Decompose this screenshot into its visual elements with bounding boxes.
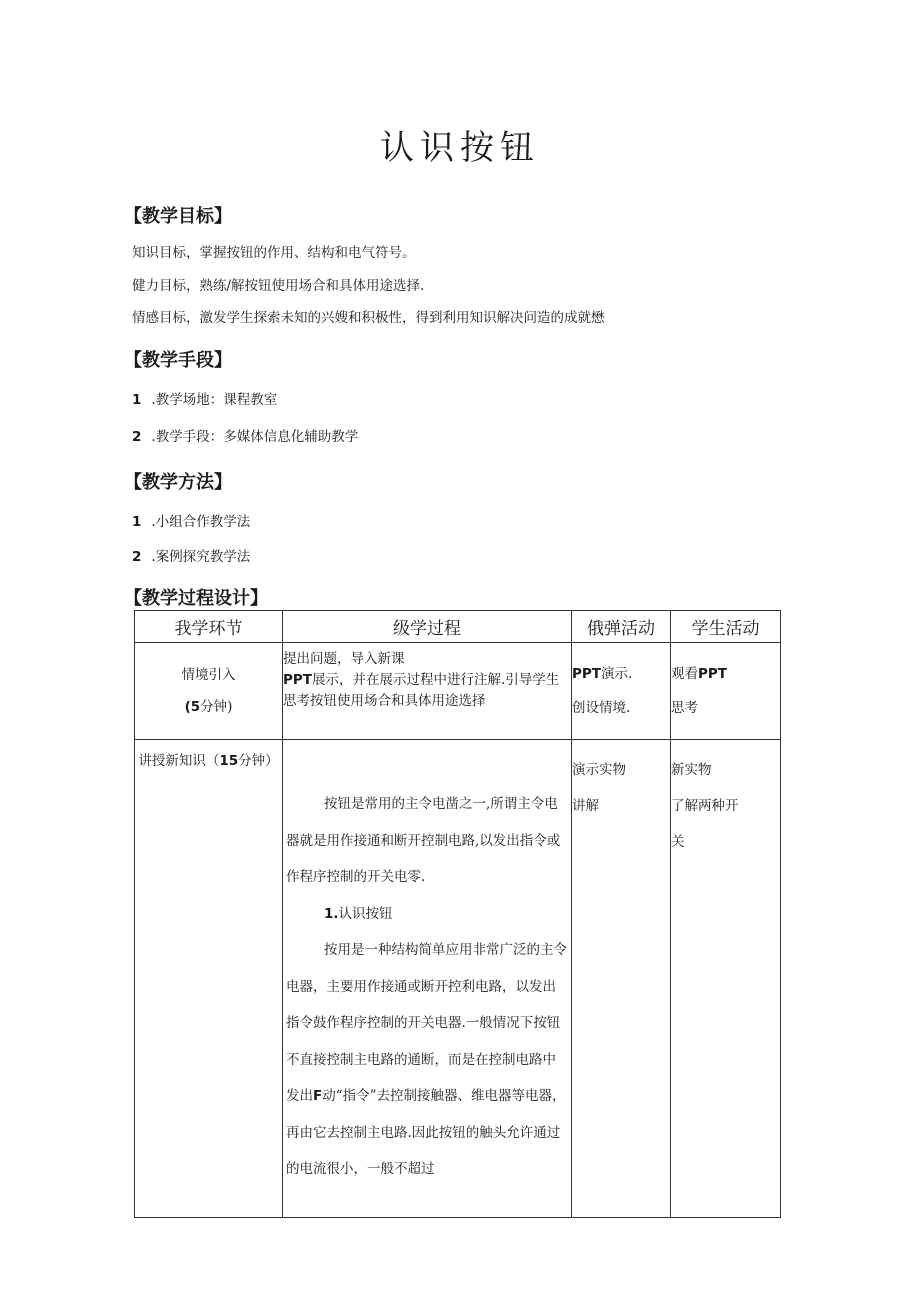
methods-item-1-text: .小组合作教学法 [151,514,251,530]
row2-teacher-line1: 演示实物 [572,762,626,778]
row2-para2-a: 按用是一种结构简单应用非常广泛的主令电器，主要用作接通或断开控利电路，以发出指令鼓作程序控制的开关电器.一般情况下按钮不直接控制主电路的通断，而是在控制电路中发出 [286,942,567,1104]
row2-sub-num: 1. [324,905,339,922]
row2-student-line2: 了解两种开 [671,798,739,814]
row1-duration-num: (5 [184,699,201,715]
table-header-row [135,611,781,643]
row1-duration-text: 分钟) [200,699,233,715]
process-table [134,610,781,1218]
means-item-2-num: 2 [132,429,142,445]
goal-skill: 健力目标，熟练/解按钮使用场合和具体用途选择. [132,278,425,294]
methods-item-2-num: 2 [132,549,142,565]
row2-teacher [572,740,671,1218]
row1-process-line2 [283,670,571,712]
header-teacher-activity: 俄弹活动 [572,611,671,643]
header-process: 级学过程 [283,611,572,643]
means-item-2-text: .教学手段：多媒体信息化辅助教学 [151,429,359,445]
section-heading-means: 【教学手段】 [124,350,232,371]
row2-para2-bold: F [313,1088,323,1104]
row1-stage-label: 情境引入 [181,667,236,683]
page-title: 认识按钮 [380,128,540,168]
methods-item-2 [132,545,250,565]
table-row [135,740,781,1218]
methods-item-1 [132,510,250,530]
section-heading-methods: 【教学方法】 [124,472,232,493]
goal-knowledge: 知识目标，掌握按钮的作用、结构和电气符号。 [132,245,416,261]
row2-student [671,740,781,1218]
row2-sub-title: 认识按钮 [338,905,393,922]
row1-student-line1-text: 观看 [671,666,698,682]
row2-para2 [283,932,571,1188]
row1-student-line1 [671,657,780,691]
row2-para1: 按钮是常用的主令电凿之一,所谓主令电器就是用作接通和断开控制电路,以发出指令或作程序控制的开关电零. [286,796,561,885]
row2-para2-b: 动“指令”去控制接触器、维电器等电器，再由它去控制主电路.因此按钮的触头允许通过的电流很小，一般不超过 [286,1088,566,1177]
header-stage: 我学环节 [135,611,283,643]
row1-teacher-line1 [572,657,670,691]
means-item-2 [132,425,358,445]
row2-process [283,740,572,1218]
row1-process [283,643,572,740]
row2-student-line3: 关 [671,834,685,850]
row2-stage-num: 15 [219,753,239,769]
row2-stage-post: 分钟） [238,753,279,769]
row1-teacher-line2: 创设情境. [572,700,631,716]
section-heading-goals: 【教学目标】 [124,206,232,227]
header-student-activity: 学生活动 [671,611,781,643]
methods-item-2-text: .案例探究教学法 [151,549,251,565]
row1-stage [135,643,283,740]
row1-ppt-label: PPT [283,672,312,688]
row1-process-line2-text: 展示，并在展示过程中进行注解.引导学生思考按钮使用场合和具体用途选择 [283,672,560,709]
row1-teacher-line1-text: 演示. [601,666,633,682]
goal-emotion: 情感目标，激发学生探索未知的兴嫂和积极性，得到利用知识解决问造的成就懋 [132,310,605,326]
means-item-1-text: .教学场地：课程教室 [151,392,278,408]
table-row [135,643,781,740]
row1-student-ppt: PPT [698,666,727,682]
row2-subheading [283,896,571,933]
row2-student-line1: 新实物 [671,762,712,778]
row1-student-line2: 思考 [671,700,698,716]
row2-stage [135,740,283,1218]
means-item-1 [132,388,277,408]
row1-teacher-ppt: PPT [572,666,601,682]
methods-item-1-num: 1 [132,514,142,530]
row1-stage-duration [135,695,282,715]
row2-teacher-line2: 讲解 [572,798,599,814]
row2-stage-pre: 讲授新知识（ [138,753,220,769]
row1-student [671,643,781,740]
row1-process-line1: 提出问题，导入新课 [283,651,405,667]
section-heading-process: 【教学过程设计】 [124,588,268,609]
means-item-1-num: 1 [132,392,142,408]
row1-teacher [572,643,671,740]
